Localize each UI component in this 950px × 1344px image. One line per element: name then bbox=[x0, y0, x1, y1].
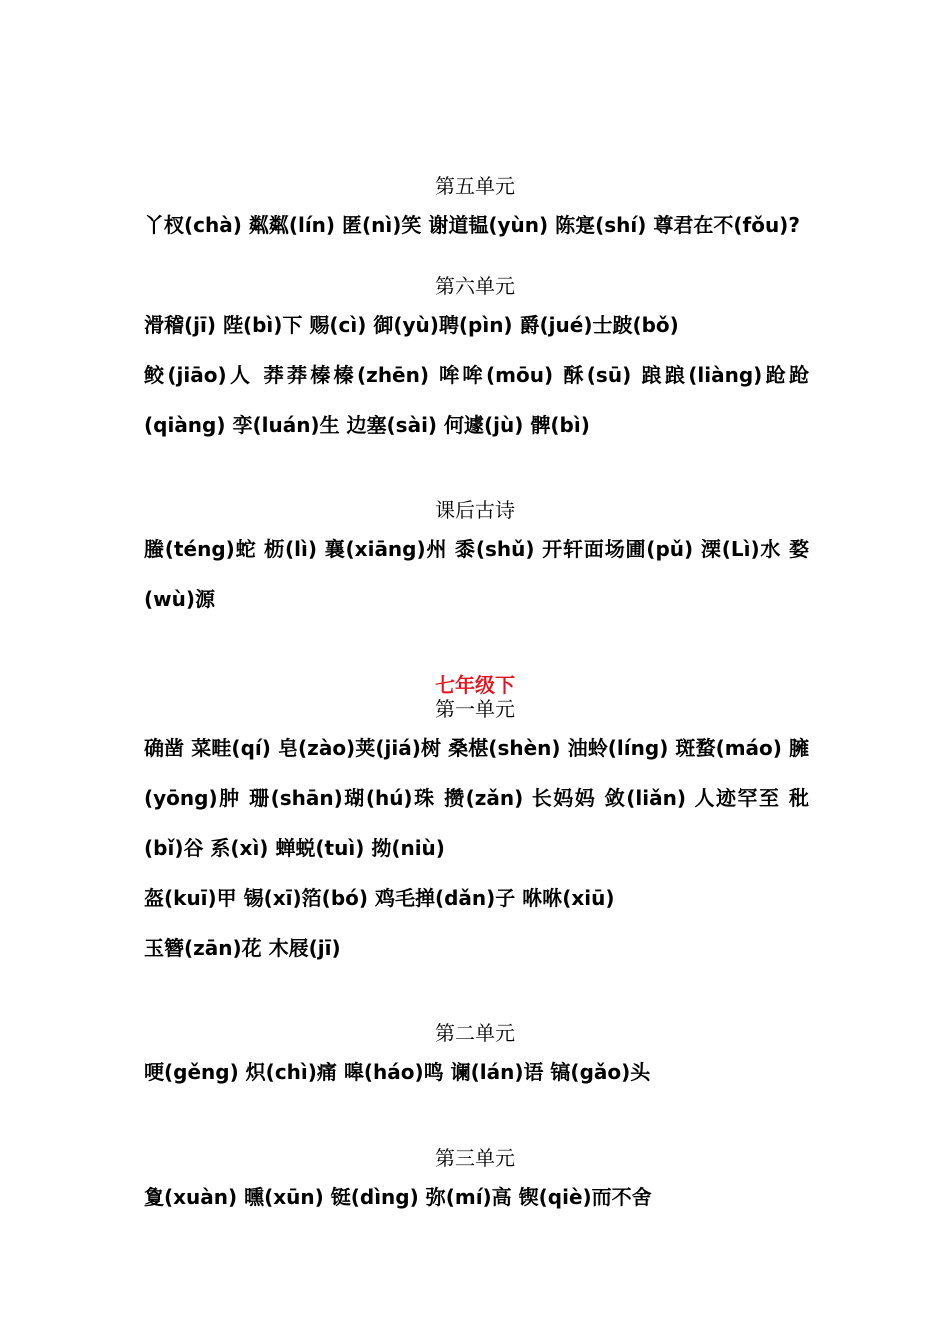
g7b-unit1-line-3: (bǐ)谷 系(xì) 蝉蜕(tuì) 拗(niù) bbox=[144, 836, 445, 860]
g7b-unit1-line-5: 玉簪(zān)花 木屐(jī) bbox=[144, 936, 341, 960]
unit6-line-1: 滑稽(jī) 陛(bì)下 赐(cì) 御(yù)聘(pìn) 爵(jué)士跛(bǒ) bbox=[144, 313, 679, 337]
poems-line-1: 螣(téng)蛇 枥(lì) 襄(xiāng)州 黍(shǔ) 开轩面场圃(pǔ) 溧(Lì)水 婺 bbox=[144, 537, 809, 561]
poems-line-2: (wù)源 bbox=[144, 587, 215, 611]
g7b-unit3-heading: 第三单元 bbox=[435, 1146, 515, 1170]
poems-heading: 课后古诗 bbox=[435, 498, 515, 522]
g7b-unit1-line-1: 确凿 菜畦(qí) 皂(zào)荚(jiá)树 桑椹(shèn) 油蛉(líng) 斑蝥(máo) 臃 bbox=[144, 736, 809, 760]
g7b-unit3-line-1: 夐(xuàn) 曛(xūn) 铤(dìng) 弥(mí)高 锲(qiè)而不舍 bbox=[144, 1185, 652, 1209]
g7b-unit2-heading: 第二单元 bbox=[435, 1021, 515, 1045]
g7b-unit2-line-1: 哽(gěng) 炽(chì)痛 嗥(háo)鸣 谰(lán)语 镐(gǎo)头 bbox=[144, 1060, 651, 1084]
unit5-heading: 第五单元 bbox=[435, 174, 515, 198]
unit6-line-2: 鲛(jiāo)人 莽莽榛榛(zhēn) 哞哞(mōu) 酥(sū) 踉踉(liàng)跄跄 bbox=[144, 363, 809, 387]
unit6-heading: 第六单元 bbox=[435, 274, 515, 298]
unit6-line-3: (qiàng) 孪(luán)生 边塞(sài) 何遽(jù) 髀(bì) bbox=[144, 413, 590, 437]
unit5-line-1: 丫杈(chà) 粼粼(lín) 匿(nì)笑 谢道韫(yùn) 陈寔(shí) 尊君在不(fǒu)? bbox=[144, 213, 800, 237]
grade-heading: 七年级下 bbox=[435, 673, 515, 697]
g7b-unit1-line-4: 盔(kuī)甲 锡(xī)箔(bó) 鸡毛掸(dǎn)子 咻咻(xiū) bbox=[144, 886, 615, 910]
g7b-unit1-heading: 第一单元 bbox=[435, 697, 515, 721]
g7b-unit1-line-2: (yōng)肿 珊(shān)瑚(hú)珠 攒(zǎn) 长妈妈 敛(liǎn) 人迹罕至 秕 bbox=[144, 786, 809, 810]
